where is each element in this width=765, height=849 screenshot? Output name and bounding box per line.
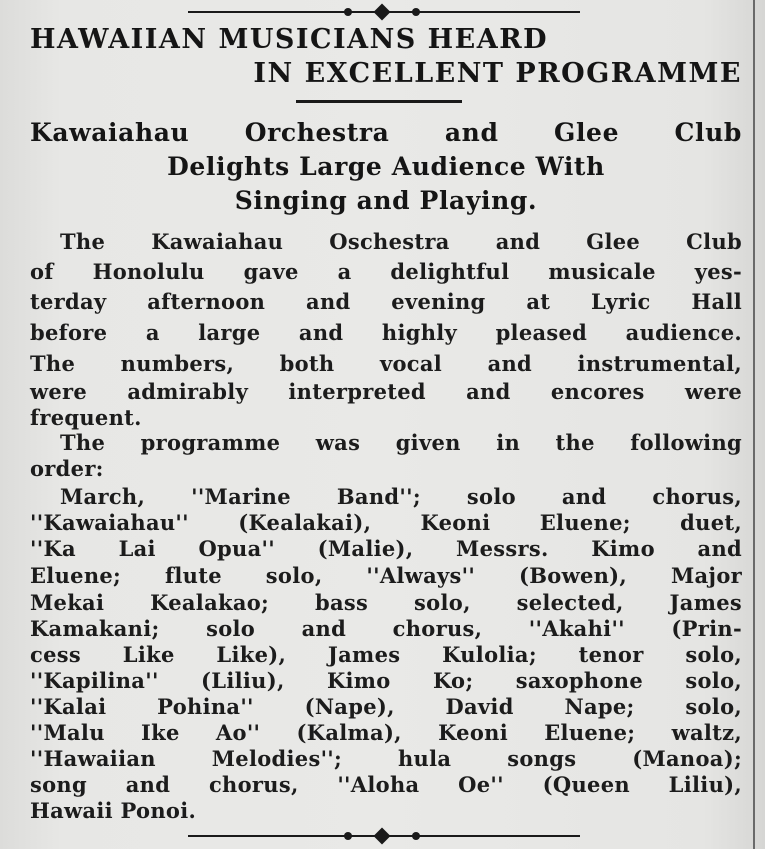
body-line: frequent. (30, 405, 142, 430)
body-line: ''Hawaiian Melodies''; hula songs (Manoa); (30, 746, 742, 771)
subhead-line-2: Delights Large Audience With (167, 152, 605, 181)
body-line: The programme was given in the following (60, 430, 742, 455)
bottom-ornament-rule (188, 830, 580, 842)
body-line: March, ''Marine Band''; solo and chorus, (60, 484, 742, 509)
body-line: Kamakani; solo and chorus, ''Akahi'' (Prin- (30, 616, 742, 641)
subhead-line-3: Singing and Playing. (234, 186, 538, 215)
headline-line-2: IN EXCELLENT PROGRAMME (253, 58, 742, 89)
top-ornament-rule (188, 6, 580, 18)
body-line: ''Ka Lai Opua'' (Malie), Messrs. Kimo and (30, 536, 742, 561)
body-line: Hawaii Ponoi. (30, 798, 197, 823)
body-line: were admirably interpreted and encores were (30, 379, 742, 404)
body-line: The numbers, both vocal and instrumental, (30, 351, 742, 376)
body-line: song and chorus, ''Aloha Oe'' (Queen Liliu), (30, 772, 742, 797)
headline-line-1: HAWAIIAN MUSICIANS HEARD (30, 24, 549, 55)
body-line: ''Kawaiahau'' (Kealakai), Keoni Eluene; duet, (30, 510, 742, 535)
body-line: before a large and highly pleased audience. (30, 320, 742, 345)
body-line: order: (30, 456, 104, 481)
headline-divider (296, 100, 462, 103)
body-line: Eluene; flute solo, ''Always'' (Bowen), Major (30, 563, 742, 588)
body-line: cess Like Like), James Kulolia; tenor solo, (30, 642, 742, 667)
body-line: terday afternoon and evening at Lyric Hall (30, 289, 742, 314)
column-rule (753, 0, 755, 849)
body-line: The Kawaiahau Oschestra and Glee Club (60, 229, 742, 254)
body-line: ''Kapilina'' (Liliu), Kimo Ko; saxophone solo, (30, 668, 742, 693)
body-line: of Honolulu gave a delightful musicale yes- (30, 259, 742, 284)
body-line: ''Kalai Pohina'' (Nape), David Nape; solo, (30, 694, 742, 719)
body-line: Mekai Kealakao; bass solo, selected, James (30, 590, 742, 615)
body-line: ''Malu Ike Ao'' (Kalma), Keoni Eluene; waltz, (30, 720, 742, 745)
subhead-line-1: Kawaiahau Orchestra and Glee Club (30, 118, 742, 147)
